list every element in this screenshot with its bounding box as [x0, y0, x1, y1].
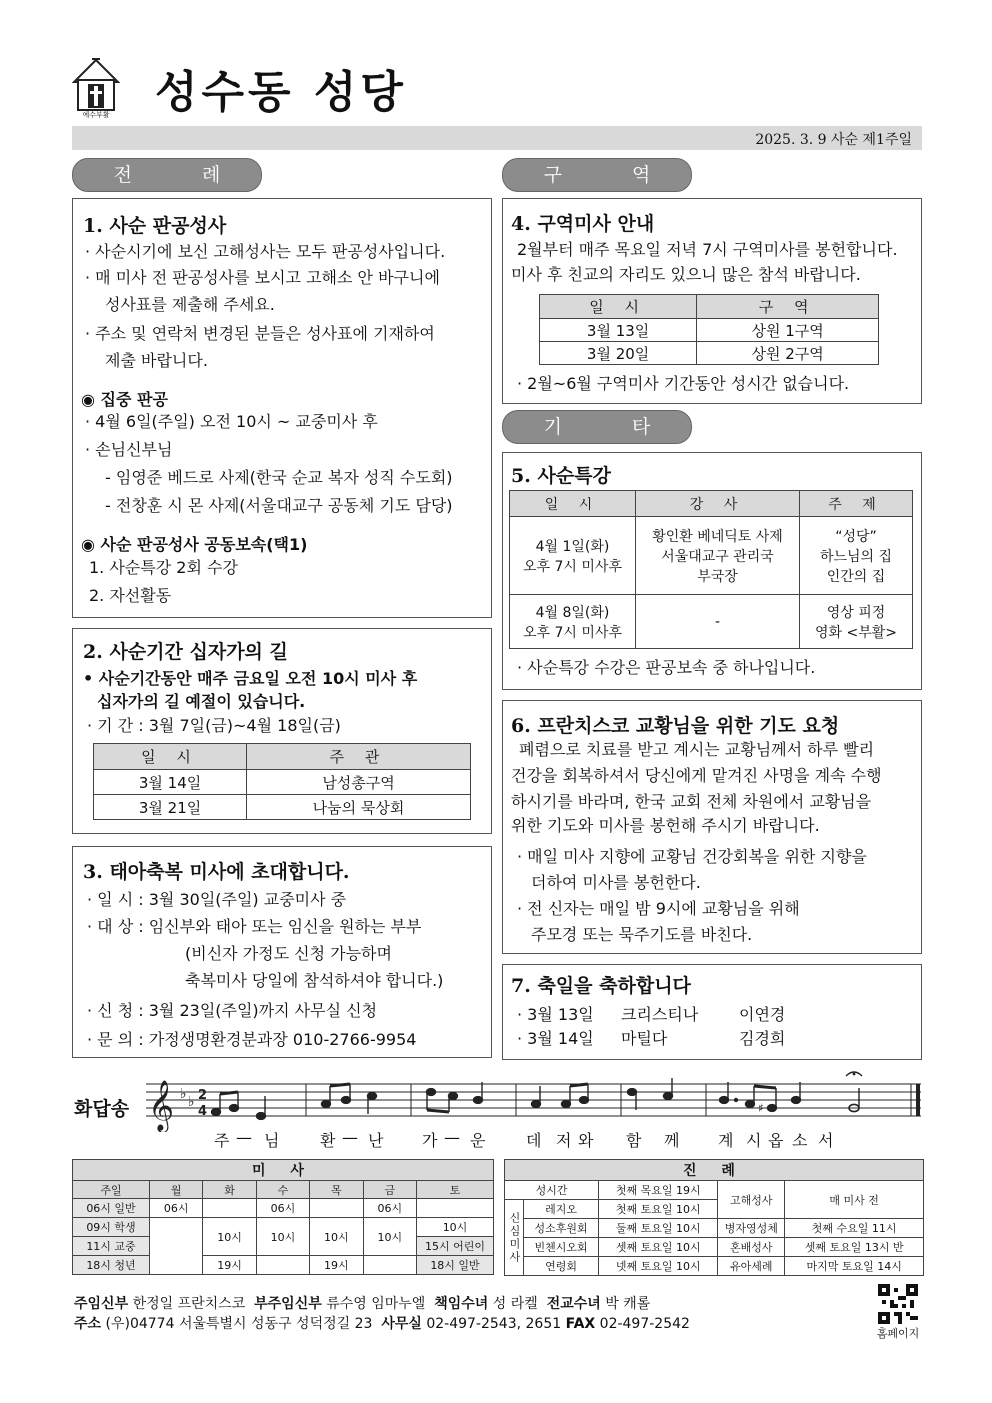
- box-stations-of-cross: [72, 628, 492, 834]
- table-header: 일 시: [94, 744, 247, 770]
- s3-line: (비신자 가정도 신청 가능하며: [185, 944, 392, 963]
- s1-sub-heading: ◉ 사순 판공성사 공동보속(택1): [81, 535, 308, 554]
- s1-line: · 주소 및 연락처 변경된 분들은 성사표에 기재하여: [85, 324, 435, 343]
- footer-value: 02-497-2543, 2651: [426, 1316, 562, 1332]
- lyric-syllable: 소: [792, 1131, 808, 1150]
- footer-value: 류수영 임마누엘: [326, 1296, 426, 1312]
- qr-code-icon[interactable]: [878, 1284, 918, 1324]
- s2-line: · 기 간 : 3월 7일(금)~4월 18일(금): [87, 716, 341, 735]
- rite-time: 첫째 목요일 19시: [599, 1181, 718, 1200]
- table-cell: 3월 13일: [540, 319, 697, 342]
- section-etc: 기 타: [502, 410, 692, 444]
- lyric-syllable: 님: [264, 1131, 280, 1150]
- rite-name: 혼배성사: [718, 1238, 785, 1257]
- address-line: [74, 1313, 690, 1335]
- cell-line: 오후 7시 미사후: [523, 558, 622, 575]
- footer-value: (우)04774 서울특별시 성동구 성덕정길 23: [105, 1316, 373, 1332]
- table-header: 일 시: [540, 295, 697, 319]
- table-cell: 상원 1구역: [697, 319, 879, 342]
- footer-key: 부주임신부: [254, 1296, 322, 1312]
- sunday-mass: 11시 교중: [73, 1237, 150, 1256]
- table-cell: [800, 595, 913, 649]
- feast-person: 이연경: [739, 1005, 786, 1024]
- s1-line: 성사표를 제출해 주세요.: [105, 295, 275, 314]
- day-header: 수: [256, 1181, 309, 1199]
- mass-cell: 06시: [150, 1199, 203, 1218]
- footer-value: 박 캐롤: [605, 1296, 651, 1312]
- table-cell: 3월 14일: [94, 770, 247, 795]
- svg-text:♯: ♯: [758, 1101, 764, 1115]
- rite-name: 레지오: [524, 1200, 599, 1219]
- rite-time: 셋째 토요일 13시 반: [785, 1238, 924, 1257]
- s3-line: · 문 의 : 가정생명환경분과장 010-2766-9954: [87, 1030, 417, 1049]
- rite-time: 첫째 토요일 10시: [599, 1200, 718, 1219]
- table-cell: 3월 20일: [540, 342, 697, 365]
- cell-line: 4월 1일(화): [535, 538, 610, 555]
- s3-line: 축복미사 당일에 참석하셔야 합니다.): [185, 971, 444, 990]
- cell-line: 부국장: [697, 568, 738, 585]
- footer-value: 02-497-2542: [599, 1316, 690, 1332]
- rite-name: 병자영성체: [718, 1219, 785, 1238]
- s1-line: 제출 바랍니다.: [105, 351, 208, 370]
- psalm-lyrics: [214, 1128, 854, 1152]
- table-header: 구 역: [697, 295, 879, 319]
- parish-title: 성수동 성당: [155, 67, 407, 118]
- psalm-staff: [146, 1068, 926, 1132]
- day-header: 토: [417, 1181, 494, 1199]
- mass-cell: 10시: [203, 1218, 256, 1256]
- s2-title: 2. 사순기간 십자가의 길: [83, 641, 288, 663]
- s5-title: 5. 사순특강: [511, 465, 611, 487]
- s6-line: 폐렴으로 치료를 받고 계시는 교황님께서 하루 빨리: [519, 740, 875, 759]
- mass-title: 미 사: [73, 1160, 494, 1181]
- s6-line: · 매일 미사 지향에 교황님 건강회복을 위한 지향을: [517, 847, 867, 866]
- mass-cell: 10시: [256, 1218, 309, 1256]
- mass-cell: [310, 1199, 363, 1218]
- lyric-syllable: 환: [320, 1131, 336, 1150]
- s1-line: 2. 자선활동: [89, 586, 172, 605]
- footer-value: 한정일 프란치스코: [132, 1296, 246, 1312]
- table-cell: [800, 517, 913, 595]
- sunday-mass: 09시 학생: [73, 1218, 150, 1237]
- feast-saint: 크리스티나: [621, 1005, 699, 1024]
- mass-cell: 15시 어린이: [417, 1237, 494, 1256]
- s3-line: · 신 청 : 3월 23일(주일)까지 사무실 신청: [87, 1001, 378, 1020]
- day-header: 목: [310, 1181, 363, 1199]
- s6-line: 주모경 또는 묵주기도를 바친다.: [531, 925, 753, 944]
- mass-cell: [203, 1199, 256, 1218]
- lyric-syllable: 와: [578, 1131, 594, 1150]
- mass-cell: 19시: [203, 1256, 256, 1275]
- table-header: 주 관: [247, 744, 471, 770]
- lyric-syllable: 계: [718, 1131, 734, 1150]
- mass-cell: [363, 1256, 416, 1275]
- rites-schedule-table: [504, 1159, 924, 1276]
- s3-line: · 대 상 : 임신부와 태아 또는 임신을 원하는 부부: [87, 917, 422, 936]
- rites-title: 진 례: [505, 1160, 924, 1181]
- rite-time: 넷째 토요일 10시: [599, 1257, 718, 1276]
- table-header: 일 시: [510, 491, 636, 517]
- table-cell: [510, 517, 636, 595]
- mass-cell: 06시: [256, 1199, 309, 1218]
- lyric-syllable: 주: [214, 1131, 230, 1150]
- box-fetal-blessing: [72, 846, 492, 1058]
- s7-title: 7. 축일을 축하합니다: [511, 975, 691, 997]
- mass-cell: 19시: [310, 1256, 363, 1275]
- lyric-syllable: 데: [526, 1131, 542, 1150]
- rite-name: 성시간: [505, 1181, 599, 1200]
- feast-saint: 마틸다: [621, 1029, 668, 1048]
- s1-line: · 4월 6일(주일) 오전 10시 ~ 교중미사 후: [85, 412, 378, 431]
- feast-date: · 3월 14일: [517, 1029, 594, 1048]
- s4-line: 2월부터 매주 목요일 저녁 7시 구역미사를 봉헌합니다.: [517, 240, 898, 259]
- feast-date: · 3월 13일: [517, 1005, 594, 1024]
- s1-line: · 사순시기에 보신 고해성사는 모두 판공성사입니다.: [85, 242, 446, 261]
- lyric-syllable: 께: [664, 1131, 680, 1150]
- rite-time: 셋째 토요일 10시: [599, 1238, 718, 1257]
- s6-line: 더하여 미사를 봉헌한다.: [531, 873, 701, 892]
- s1-line: 1. 사순특강 2회 수강: [89, 558, 238, 577]
- s6-line: · 전 신자는 매일 밤 9시에 교황님을 위해: [517, 899, 800, 918]
- mass-cell: 18시 일반: [417, 1256, 494, 1275]
- day-header: 화: [203, 1181, 256, 1199]
- svg-text:𝄞: 𝄞: [148, 1080, 175, 1131]
- mass-cell: 10시: [310, 1218, 363, 1256]
- table-cell: -: [636, 595, 800, 649]
- lyric-syllable: 저: [556, 1131, 572, 1150]
- s6-line: 건강을 회복하셔서 당신에게 맡겨진 사명을 계속 수행: [511, 766, 882, 785]
- box-prayer-request: [502, 700, 922, 954]
- mass-cell: 10시: [417, 1218, 494, 1237]
- section-liturgy: 전 례: [72, 158, 262, 192]
- mass-schedule-table: [72, 1159, 494, 1275]
- cell-line: 영화 <부활>: [814, 624, 897, 641]
- footer-key: 전교수녀: [546, 1296, 601, 1312]
- svg-text:4: 4: [198, 1104, 208, 1119]
- table-cell: 남성총구역: [247, 770, 471, 795]
- rite-time: 첫째 수요일 11시: [785, 1219, 924, 1238]
- cell-line: 하느님의 집: [819, 548, 893, 565]
- section-district: 구 역: [502, 158, 692, 192]
- cell-line: 영상 피정: [826, 604, 886, 621]
- s3-title: 3. 태아축복 미사에 초대합니다.: [83, 861, 350, 883]
- feast-person: 김경희: [739, 1029, 786, 1048]
- cell-line: 오후 7시 미사후: [523, 624, 622, 641]
- lyric-syllable: —: [342, 1128, 358, 1147]
- devotional-mass-label: 신심미사: [505, 1200, 524, 1276]
- staff-line: [74, 1293, 650, 1315]
- logo-caption: 예수부활: [82, 111, 110, 119]
- qr-caption: 홈페이지: [876, 1327, 920, 1340]
- footer-value: 성 라켈: [492, 1296, 538, 1312]
- day-header: 월: [150, 1181, 203, 1199]
- lyric-syllable: 함: [626, 1131, 642, 1150]
- sunday-mass: 18시 청년: [73, 1256, 150, 1275]
- table-cell: 3월 21일: [94, 795, 247, 820]
- s1-line: · 매 미사 전 판공성사를 보시고 고해소 안 바구니에: [85, 268, 440, 287]
- box-confession: [72, 198, 492, 618]
- s1-line: · 손님신부님: [85, 440, 173, 459]
- mass-cell: [256, 1256, 309, 1275]
- lyric-syllable: 가: [422, 1131, 438, 1150]
- lyric-syllable: 운: [470, 1131, 486, 1150]
- cell-line: 인간의 집: [826, 568, 886, 585]
- rite-time: 둘째 토요일 10시: [599, 1219, 718, 1238]
- mass-cell: 06시: [363, 1199, 416, 1218]
- table-cell: 상원 2구역: [697, 342, 879, 365]
- s2-line: • 사순기간동안 매주 금요일 오전 10시 미사 후: [83, 669, 418, 688]
- rite-name: 성소후원회: [524, 1219, 599, 1238]
- s1-line: - 임영준 베드로 사제(한국 순교 복자 성직 수도회): [105, 468, 453, 487]
- table-cell: 나눔의 묵상회: [247, 795, 471, 820]
- lyric-syllable: 시: [746, 1131, 762, 1150]
- issue-date: 2025. 3. 9 사순 제1주일: [755, 132, 912, 148]
- lyric-syllable: 옵: [768, 1131, 784, 1150]
- s1-line: - 전창훈 시 몬 사제(서울대교구 공동체 기도 담당): [105, 496, 453, 515]
- footer-key: FAX: [565, 1316, 596, 1332]
- footer-key: 주임신부: [74, 1296, 129, 1312]
- church-logo: [72, 58, 120, 122]
- s6-line: 하시기를 바라며, 한국 교회 전체 차원에서 교황님을: [511, 792, 872, 811]
- psalm-label: 화답송: [74, 1098, 130, 1120]
- rite-name: 유아세례: [718, 1257, 785, 1276]
- s4-title: 4. 구역미사 안내: [511, 213, 655, 235]
- rite-name: 고해성사: [718, 1181, 785, 1219]
- rite-time: 매 미사 전: [785, 1181, 924, 1219]
- s2-line: 십자가의 길 예절이 있습니다.: [97, 692, 306, 711]
- box-district-mass: [502, 198, 922, 404]
- footer-key: 주소: [74, 1316, 102, 1332]
- s5-note: · 사순특강 수강은 판공보속 중 하나입니다.: [517, 658, 816, 677]
- table-header: 주 제: [800, 491, 913, 517]
- cell-line: 황인환 베네딕토 사제: [652, 528, 783, 545]
- box-feast-days: [502, 964, 922, 1060]
- svg-text:♭: ♭: [180, 1086, 187, 1102]
- cell-line: 서울대교구 관리국: [661, 548, 774, 565]
- date-bar: [72, 126, 922, 150]
- mass-cell: 10시: [363, 1218, 416, 1256]
- rite-name: 연령회: [524, 1257, 599, 1276]
- day-header: 주일: [73, 1181, 150, 1199]
- cell-line: 4월 8일(화): [535, 604, 610, 621]
- s1-title: 1. 사순 판공성사: [83, 215, 227, 237]
- qr-code-graphic: [878, 1284, 918, 1324]
- box-lenten-lecture: [502, 452, 922, 690]
- lyric-syllable: —: [444, 1128, 460, 1147]
- rite-name: 빈첸시오회: [524, 1238, 599, 1257]
- lyric-syllable: 난: [368, 1131, 384, 1150]
- s6-line: 위한 기도와 미사를 봉헌해 주시기 바랍니다.: [511, 816, 820, 835]
- s4-line: 미사 후 친교의 자리도 있으니 많은 참석 바랍니다.: [511, 265, 861, 284]
- footer-key: 사무실: [381, 1316, 422, 1332]
- mass-cell: [150, 1218, 203, 1275]
- s4-line: · 2월~6월 구역미사 기간동안 성시간 없습니다.: [517, 374, 850, 393]
- s2-table: [93, 743, 471, 820]
- table-cell: [636, 517, 800, 595]
- cell-line: “성당”: [835, 528, 877, 545]
- mass-cell: [417, 1199, 494, 1218]
- svg-text:♭: ♭: [188, 1094, 195, 1110]
- s6-title: 6. 프란치스코 교황님을 위한 기도 요청: [511, 715, 840, 737]
- day-header: 금: [363, 1181, 416, 1199]
- footer-key: 책임수녀: [434, 1296, 489, 1312]
- table-cell: [510, 595, 636, 649]
- s5-table: [509, 490, 913, 649]
- table-header: 강 사: [636, 491, 800, 517]
- s4-table: [539, 294, 879, 365]
- lyric-syllable: —: [236, 1128, 252, 1147]
- lyric-syllable: 서: [818, 1131, 834, 1150]
- s1-sub-heading: ◉ 집중 판공: [81, 390, 168, 409]
- sunday-mass: 06시 일반: [73, 1199, 150, 1218]
- s3-line: · 일 시 : 3월 30일(주일) 교중미사 중: [87, 890, 347, 909]
- svg-text:2: 2: [198, 1088, 208, 1103]
- rite-time: 마지막 토요일 14시: [785, 1257, 924, 1276]
